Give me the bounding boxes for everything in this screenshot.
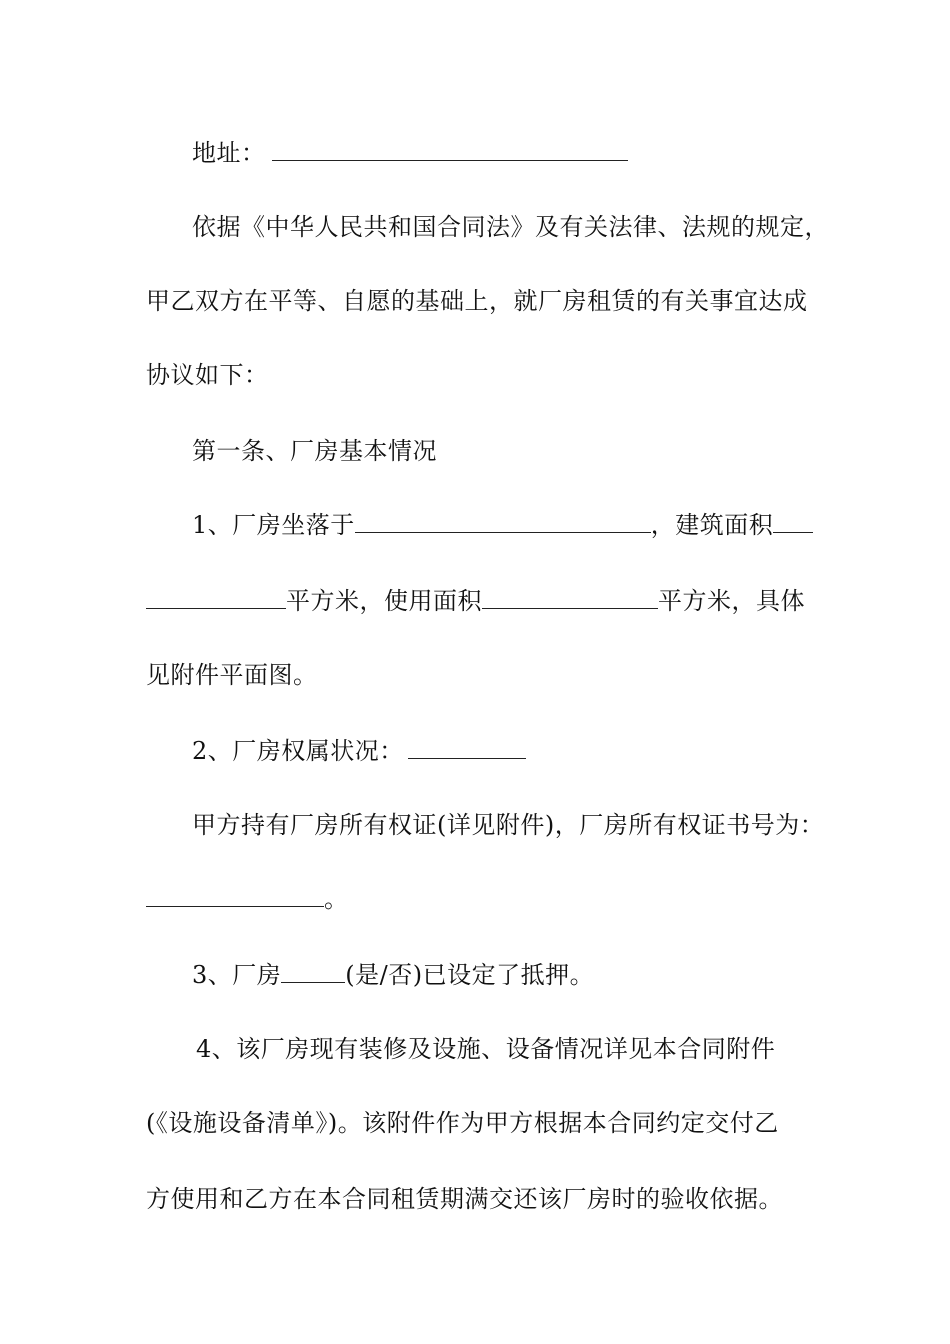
building-area-blank [146, 586, 286, 609]
ownership-label: 2、厂房权属状况： [192, 737, 404, 765]
item-4-line-1: 4、该厂房现有装修及设施、设备情况详见本合同附件 [196, 1035, 776, 1063]
location-blank [355, 510, 651, 533]
certificate-number-blank [146, 884, 324, 907]
item-4-line-2: (《设施设备清单》)。该附件作为甲方根据本合同约定交付乙 [146, 1109, 779, 1137]
item-1-line-3: 见附件平面图。 [146, 661, 318, 689]
item-1-line-2 [146, 586, 826, 616]
intro-paragraph-line-2: 甲乙双方在平等、自愿的基础上，就厂房租赁的有关事宜达成 [146, 287, 808, 315]
usable-area-label: 平方米，使用面积 [286, 587, 482, 615]
building-area-blank-start [773, 510, 813, 533]
address-label: 地址： [192, 139, 266, 167]
item-3-label: 3、厂房 [192, 961, 282, 989]
certificate-number-line [146, 884, 826, 914]
item-2-line [192, 736, 872, 766]
item-2-text: 甲方持有厂房所有权证(详见附件)，厂房所有权证书号为： [192, 811, 825, 839]
ownership-blank [408, 736, 526, 759]
item-1-location-label: 1、厂房坐落于 [192, 511, 355, 539]
building-area-label: ，建筑面积 [650, 511, 774, 539]
certificate-number-end: 。 [324, 885, 349, 913]
address-blank [272, 138, 628, 161]
mortgage-blank [281, 960, 345, 983]
item-4-line-3: 方使用和乙方在本合同租赁期满交还该厂房时的验收依据。 [146, 1185, 783, 1213]
item-3-line [192, 960, 872, 990]
address-line [192, 138, 872, 168]
article-1-title: 第一条、厂房基本情况 [192, 437, 437, 465]
usable-area-blank [482, 586, 658, 609]
item-1-line-1 [192, 510, 872, 540]
mortgage-text: (是/否)已设定了抵押。 [345, 961, 595, 989]
item-1-unit-label: 平方米，具体 [658, 587, 805, 615]
intro-paragraph-line-3: 协议如下： [146, 361, 269, 389]
intro-paragraph-line-1: 依据《中华人民共和国合同法》及有关法律、法规的规定， [192, 213, 829, 241]
